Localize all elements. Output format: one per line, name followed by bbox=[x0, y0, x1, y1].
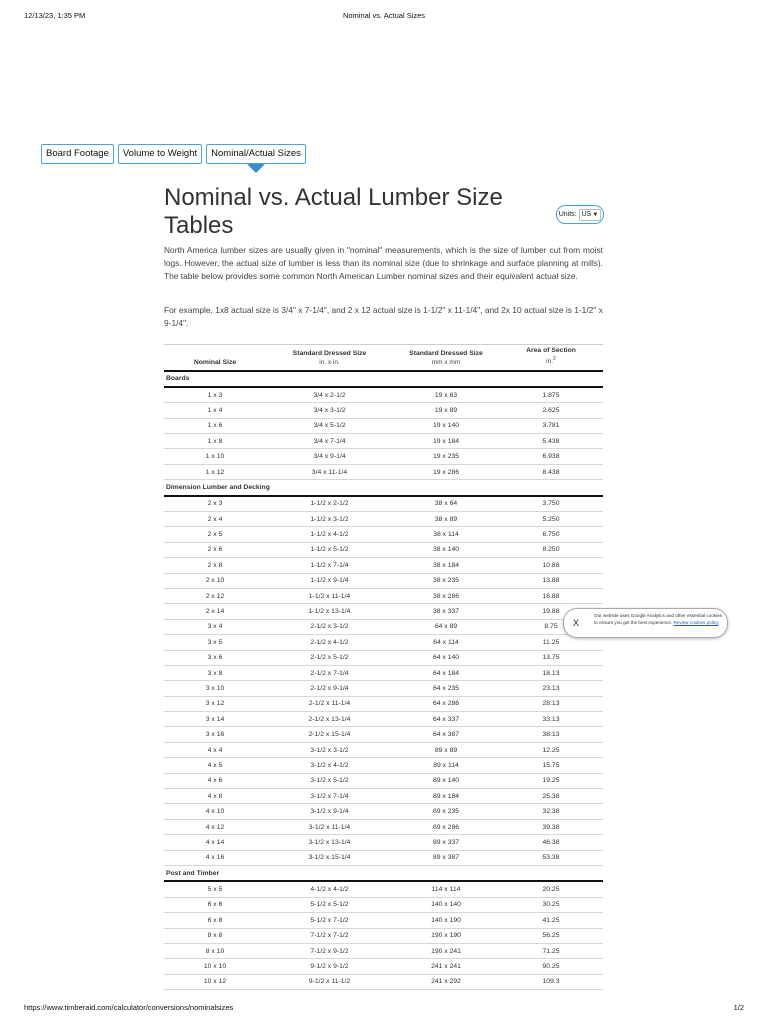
cell-dressed-mm: 140 x 140 bbox=[393, 897, 499, 912]
cell-dressed-mm: 19 x 140 bbox=[393, 418, 499, 433]
cell-nominal-size: 1 x 3 bbox=[164, 387, 266, 403]
cell-nominal-size: 1 x 4 bbox=[164, 403, 266, 418]
table-section-row bbox=[164, 866, 603, 882]
table-row bbox=[164, 804, 603, 819]
cell-nominal-size: 2 x 6 bbox=[164, 542, 266, 557]
table-row bbox=[164, 974, 603, 989]
cell-dressed-in: 1-1/2 x 11-1/4 bbox=[266, 588, 393, 603]
table-row bbox=[164, 681, 603, 696]
cell-nominal-size: 2 x 5 bbox=[164, 527, 266, 542]
cell-nominal-size: 3 x 14 bbox=[164, 712, 266, 727]
print-page-number: 1/2 bbox=[733, 1003, 744, 1012]
cell-dressed-mm: 89 x 89 bbox=[393, 742, 499, 757]
cookie-message bbox=[594, 612, 724, 626]
cell-nominal-size: 1 x 10 bbox=[164, 449, 266, 464]
cell-dressed-mm: 38 x 184 bbox=[393, 558, 499, 573]
cell-area: 8.438 bbox=[499, 464, 603, 479]
lumber-size-table bbox=[164, 344, 603, 990]
cell-dressed-in: 1-1/2 x 9-1/4 bbox=[266, 573, 393, 588]
table-row bbox=[164, 619, 603, 634]
cell-dressed-in: 3/4 x 5-1/2 bbox=[266, 418, 393, 433]
cell-dressed-in: 1-1/2 x 4-1/2 bbox=[266, 527, 393, 542]
cell-dressed-mm: 89 x 286 bbox=[393, 819, 499, 834]
table-row bbox=[164, 387, 603, 403]
table-row bbox=[164, 604, 603, 619]
table-row bbox=[164, 712, 603, 727]
cell-dressed-mm: 190 x 241 bbox=[393, 943, 499, 958]
table-row bbox=[164, 418, 603, 433]
cell-nominal-size: 1 x 8 bbox=[164, 434, 266, 449]
cell-nominal-size: 2 x 14 bbox=[164, 604, 266, 619]
cell-dressed-in: 3/4 x 7-1/4 bbox=[266, 434, 393, 449]
cell-dressed-in: 5-1/2 x 7-1/2 bbox=[266, 913, 393, 928]
cell-dressed-in: 1-1/2 x 13-1/4 bbox=[266, 604, 393, 619]
calculator-tabs bbox=[41, 144, 306, 164]
print-footer bbox=[24, 1003, 744, 1013]
table-row bbox=[164, 928, 603, 943]
table-row bbox=[164, 835, 603, 850]
table-row bbox=[164, 742, 603, 757]
cell-dressed-in: 1-1/2 x 2-1/2 bbox=[266, 496, 393, 512]
cell-dressed-in: 3-1/2 x 15-1/4 bbox=[266, 850, 393, 865]
cell-nominal-size: 6 x 6 bbox=[164, 897, 266, 912]
table-row bbox=[164, 542, 603, 557]
cell-area: 16.88 bbox=[499, 588, 603, 603]
cell-nominal-size: 8 x 8 bbox=[164, 928, 266, 943]
table-body bbox=[164, 371, 603, 990]
cell-dressed-in: 9-1/2 x 11-1/2 bbox=[266, 974, 393, 989]
cell-dressed-mm: 89 x 235 bbox=[393, 804, 499, 819]
cell-dressed-in: 1-1/2 x 5-1/2 bbox=[266, 542, 393, 557]
cell-area: 8.75 bbox=[499, 619, 603, 634]
table-row bbox=[164, 727, 603, 742]
intro-paragraph: North America lumber sizes are usually given in "nominal" measurements, which is the size of lumber cut from moist logs. However, the actual size of lumber is less than its nominal size (due to shrinkage and surface planning at mills). The table below provides some common North American Lumber nominal sizes and their equivalent actual size. bbox=[164, 245, 603, 281]
units-selector[interactable] bbox=[556, 205, 604, 224]
cell-dressed-mm: 38 x 140 bbox=[393, 542, 499, 557]
cell-area: 56.25 bbox=[499, 928, 603, 943]
table-row bbox=[164, 913, 603, 928]
cell-dressed-mm: 38 x 286 bbox=[393, 588, 499, 603]
tab-volume-to-weight[interactable]: Volume to Weight bbox=[118, 144, 202, 164]
cell-dressed-in: 3/4 x 11-1/4 bbox=[266, 464, 393, 479]
cell-dressed-in: 3-1/2 x 9-1/4 bbox=[266, 804, 393, 819]
cookie-text: Our website uses Google Analytics and other essential cookies to ensure you get the best experience. bbox=[594, 613, 722, 625]
cell-nominal-size: 3 x 5 bbox=[164, 635, 266, 650]
cell-dressed-mm: 64 x 140 bbox=[393, 650, 499, 665]
close-icon[interactable]: X bbox=[572, 618, 579, 628]
cell-area: 3.781 bbox=[499, 418, 603, 433]
cell-dressed-mm: 114 x 114 bbox=[393, 881, 499, 897]
header-dressed-size-in: Standard Dressed Size in. x in. bbox=[266, 345, 393, 371]
cell-dressed-in: 2-1/2 x 5-1/2 bbox=[266, 650, 393, 665]
cell-area: 1.875 bbox=[499, 387, 603, 403]
header-dressed-size-mm: Standard Dressed Size mm x mm bbox=[393, 345, 499, 371]
cell-nominal-size: 3 x 16 bbox=[164, 727, 266, 742]
units-value: US bbox=[581, 210, 592, 218]
cell-dressed-mm: 38 x 337 bbox=[393, 604, 499, 619]
cell-area: 90.25 bbox=[499, 959, 603, 974]
cell-nominal-size: 4 x 10 bbox=[164, 804, 266, 819]
cell-area: 19.88 bbox=[499, 604, 603, 619]
table-row bbox=[164, 558, 603, 573]
cell-nominal-size: 3 x 6 bbox=[164, 650, 266, 665]
chevron-down-icon: ▼ bbox=[592, 211, 599, 218]
cell-dressed-mm: 241 x 292 bbox=[393, 974, 499, 989]
header-area-of-section: Area of Section in.$^2$ bbox=[499, 345, 603, 371]
cell-nominal-size: 4 x 6 bbox=[164, 773, 266, 788]
cell-dressed-mm: 64 x 286 bbox=[393, 696, 499, 711]
cell-dressed-in: 3-1/2 x 4-1/2 bbox=[266, 758, 393, 773]
cell-area: 3.750 bbox=[499, 496, 603, 512]
cell-dressed-in: 2-1/2 x 13-1/4 bbox=[266, 712, 393, 727]
cell-nominal-size: 4 x 8 bbox=[164, 789, 266, 804]
table-row bbox=[164, 897, 603, 912]
section-title: Post and Timber bbox=[164, 866, 603, 882]
cell-nominal-size: 3 x 10 bbox=[164, 681, 266, 696]
cell-nominal-size: 10 x 10 bbox=[164, 959, 266, 974]
header-nominal-size: Nominal Size bbox=[164, 345, 266, 371]
cell-dressed-in: 3-1/2 x 13-1/4 bbox=[266, 835, 393, 850]
section-title: Dimension Lumber and Decking bbox=[164, 480, 603, 496]
cell-area: 10.88 bbox=[499, 558, 603, 573]
cell-dressed-mm: 89 x 337 bbox=[393, 835, 499, 850]
cell-nominal-size: 1 x 12 bbox=[164, 464, 266, 479]
cell-dressed-mm: 19 x 235 bbox=[393, 449, 499, 464]
table-row bbox=[164, 665, 603, 680]
table-row bbox=[164, 434, 603, 449]
cell-dressed-in: 3/4 x 3-1/2 bbox=[266, 403, 393, 418]
table-row bbox=[164, 773, 603, 788]
print-title: Nominal vs. Actual Sizes bbox=[342, 11, 426, 20]
page-title: Nominal vs. Actual Lumber Size Tables bbox=[164, 184, 503, 239]
cell-area: 13.88 bbox=[499, 573, 603, 588]
cell-dressed-mm: 38 x 64 bbox=[393, 496, 499, 512]
table-row bbox=[164, 819, 603, 834]
cell-dressed-in: 3-1/2 x 3-1/2 bbox=[266, 742, 393, 757]
cell-dressed-mm: 19 x 63 bbox=[393, 387, 499, 403]
cell-dressed-in: 2-1/2 x 7-1/4 bbox=[266, 665, 393, 680]
cell-dressed-in: 2-1/2 x 9-1/4 bbox=[266, 681, 393, 696]
table-row bbox=[164, 449, 603, 464]
cell-nominal-size: 3 x 8 bbox=[164, 665, 266, 680]
cell-area: 15.75 bbox=[499, 758, 603, 773]
cell-dressed-in: 3-1/2 x 5-1/2 bbox=[266, 773, 393, 788]
example-paragraph: For example, 1x8 actual size is 3/4" x 7-1/4", and 2 x 12 actual size is 1-1/2" x 11-1/4", and 2x 10 actual size is 1-1/2" x 9-1/4". bbox=[164, 305, 603, 328]
cell-area: 18.13 bbox=[499, 665, 603, 680]
table-row bbox=[164, 527, 603, 542]
cell-nominal-size: 2 x 10 bbox=[164, 573, 266, 588]
cell-dressed-in: 2-1/2 x 4-1/2 bbox=[266, 635, 393, 650]
table-row bbox=[164, 512, 603, 527]
cell-dressed-mm: 64 x 184 bbox=[393, 665, 499, 680]
cell-area: 71.25 bbox=[499, 943, 603, 958]
table-row bbox=[164, 588, 603, 603]
table-row bbox=[164, 403, 603, 418]
table-row bbox=[164, 464, 603, 479]
table-header-row bbox=[164, 345, 603, 371]
cell-area: 32.38 bbox=[499, 804, 603, 819]
cell-area: 12.25 bbox=[499, 742, 603, 757]
table-row bbox=[164, 943, 603, 958]
units-label: Units: bbox=[558, 211, 577, 218]
cookie-banner bbox=[563, 608, 728, 638]
cell-nominal-size: 1 x 6 bbox=[164, 418, 266, 433]
cell-dressed-in: 9-1/2 x 9-1/2 bbox=[266, 959, 393, 974]
table-row bbox=[164, 635, 603, 650]
cell-area: 46.38 bbox=[499, 835, 603, 850]
table-row bbox=[164, 850, 603, 865]
cell-dressed-mm: 89 x 387 bbox=[393, 850, 499, 865]
cell-area: 30.25 bbox=[499, 897, 603, 912]
cell-nominal-size: 2 x 8 bbox=[164, 558, 266, 573]
cell-dressed-mm: 89 x 140 bbox=[393, 773, 499, 788]
cell-dressed-in: 3/4 x 2-1/2 bbox=[266, 387, 393, 403]
cell-nominal-size: 4 x 5 bbox=[164, 758, 266, 773]
cell-dressed-mm: 89 x 114 bbox=[393, 758, 499, 773]
cell-dressed-mm: 38 x 114 bbox=[393, 527, 499, 542]
cell-nominal-size: 4 x 16 bbox=[164, 850, 266, 865]
cell-dressed-mm: 64 x 387 bbox=[393, 727, 499, 742]
cell-dressed-in: 3-1/2 x 7-1/4 bbox=[266, 789, 393, 804]
cell-area: 23.13 bbox=[499, 681, 603, 696]
cell-area: 2.625 bbox=[499, 403, 603, 418]
cell-nominal-size: 2 x 12 bbox=[164, 588, 266, 603]
cell-area: 5.438 bbox=[499, 434, 603, 449]
cell-area: 109.3 bbox=[499, 974, 603, 989]
cell-nominal-size: 8 x 10 bbox=[164, 943, 266, 958]
cell-dressed-mm: 190 x 190 bbox=[393, 928, 499, 943]
table-row bbox=[164, 881, 603, 897]
cell-dressed-mm: 241 x 241 bbox=[393, 959, 499, 974]
tab-board-footage[interactable]: Board Footage bbox=[41, 144, 114, 164]
print-date: 12/13/23, 1:35 PM bbox=[24, 11, 86, 20]
cell-dressed-mm: 64 x 89 bbox=[393, 619, 499, 634]
cell-area: 53.38 bbox=[499, 850, 603, 865]
units-select[interactable] bbox=[579, 209, 602, 221]
cell-area: 6.938 bbox=[499, 449, 603, 464]
cell-dressed-mm: 140 x 190 bbox=[393, 913, 499, 928]
cell-dressed-mm: 64 x 114 bbox=[393, 635, 499, 650]
cell-nominal-size: 4 x 14 bbox=[164, 835, 266, 850]
cell-nominal-size: 4 x 4 bbox=[164, 742, 266, 757]
cell-area: 13.75 bbox=[499, 650, 603, 665]
cell-area: 8.250 bbox=[499, 542, 603, 557]
cell-dressed-mm: 64 x 337 bbox=[393, 712, 499, 727]
table-row bbox=[164, 573, 603, 588]
cell-area: 19.25 bbox=[499, 773, 603, 788]
cell-area: 38.13 bbox=[499, 727, 603, 742]
cell-area: 20.25 bbox=[499, 881, 603, 897]
cell-dressed-in: 2-1/2 x 3-1/2 bbox=[266, 619, 393, 634]
cell-nominal-size: 2 x 3 bbox=[164, 496, 266, 512]
table-section-row bbox=[164, 371, 603, 387]
cell-nominal-size: 3 x 12 bbox=[164, 696, 266, 711]
cell-area: 28.13 bbox=[499, 696, 603, 711]
cell-dressed-in: 1-1/2 x 3-1/2 bbox=[266, 512, 393, 527]
cell-nominal-size: 3 x 4 bbox=[164, 619, 266, 634]
cell-dressed-in: 7-1/2 x 9-1/2 bbox=[266, 943, 393, 958]
tab-nominal-actual-sizes[interactable]: Nominal/Actual Sizes bbox=[206, 144, 306, 164]
cookie-policy-link[interactable]: Review cookies policy bbox=[673, 620, 719, 625]
cell-dressed-mm: 38 x 89 bbox=[393, 512, 499, 527]
cell-area: 25.38 bbox=[499, 789, 603, 804]
cell-dressed-in: 7-1/2 x 7-1/2 bbox=[266, 928, 393, 943]
cell-dressed-mm: 19 x 89 bbox=[393, 403, 499, 418]
table-row bbox=[164, 758, 603, 773]
cell-nominal-size: 2 x 4 bbox=[164, 512, 266, 527]
print-header bbox=[24, 11, 744, 21]
cell-area: 5.250 bbox=[499, 512, 603, 527]
cell-dressed-mm: 38 x 235 bbox=[393, 573, 499, 588]
cell-area: 11.25 bbox=[499, 635, 603, 650]
cell-area: 6.750 bbox=[499, 527, 603, 542]
cell-area: 41.25 bbox=[499, 913, 603, 928]
cell-dressed-in: 5-1/2 x 5-1/2 bbox=[266, 897, 393, 912]
cell-nominal-size: 6 x 8 bbox=[164, 913, 266, 928]
table-row bbox=[164, 650, 603, 665]
table-row bbox=[164, 959, 603, 974]
cell-nominal-size: 10 x 12 bbox=[164, 974, 266, 989]
table-section-row bbox=[164, 480, 603, 496]
table-row bbox=[164, 496, 603, 512]
cell-dressed-in: 2-1/2 x 15-1/4 bbox=[266, 727, 393, 742]
table-row bbox=[164, 789, 603, 804]
cell-dressed-mm: 64 x 235 bbox=[393, 681, 499, 696]
section-title: Boards bbox=[164, 371, 603, 387]
cell-dressed-mm: 89 x 184 bbox=[393, 789, 499, 804]
table-row bbox=[164, 696, 603, 711]
print-url: https://www.timberaid.com/calculator/conversions/nominalsizes bbox=[24, 1003, 234, 1012]
cell-area: 39.38 bbox=[499, 819, 603, 834]
cell-nominal-size: 4 x 12 bbox=[164, 819, 266, 834]
cell-dressed-in: 1-1/2 x 7-1/4 bbox=[266, 558, 393, 573]
cell-dressed-mm: 19 x 184 bbox=[393, 434, 499, 449]
cell-area: 33.13 bbox=[499, 712, 603, 727]
cell-dressed-mm: 19 x 286 bbox=[393, 464, 499, 479]
cell-dressed-in: 2-1/2 x 11-1/4 bbox=[266, 696, 393, 711]
cell-dressed-in: 4-1/2 x 4-1/2 bbox=[266, 881, 393, 897]
cell-dressed-in: 3/4 x 9-1/4 bbox=[266, 449, 393, 464]
cell-dressed-in: 3-1/2 x 11-1/4 bbox=[266, 819, 393, 834]
cell-nominal-size: 5 x 5 bbox=[164, 881, 266, 897]
